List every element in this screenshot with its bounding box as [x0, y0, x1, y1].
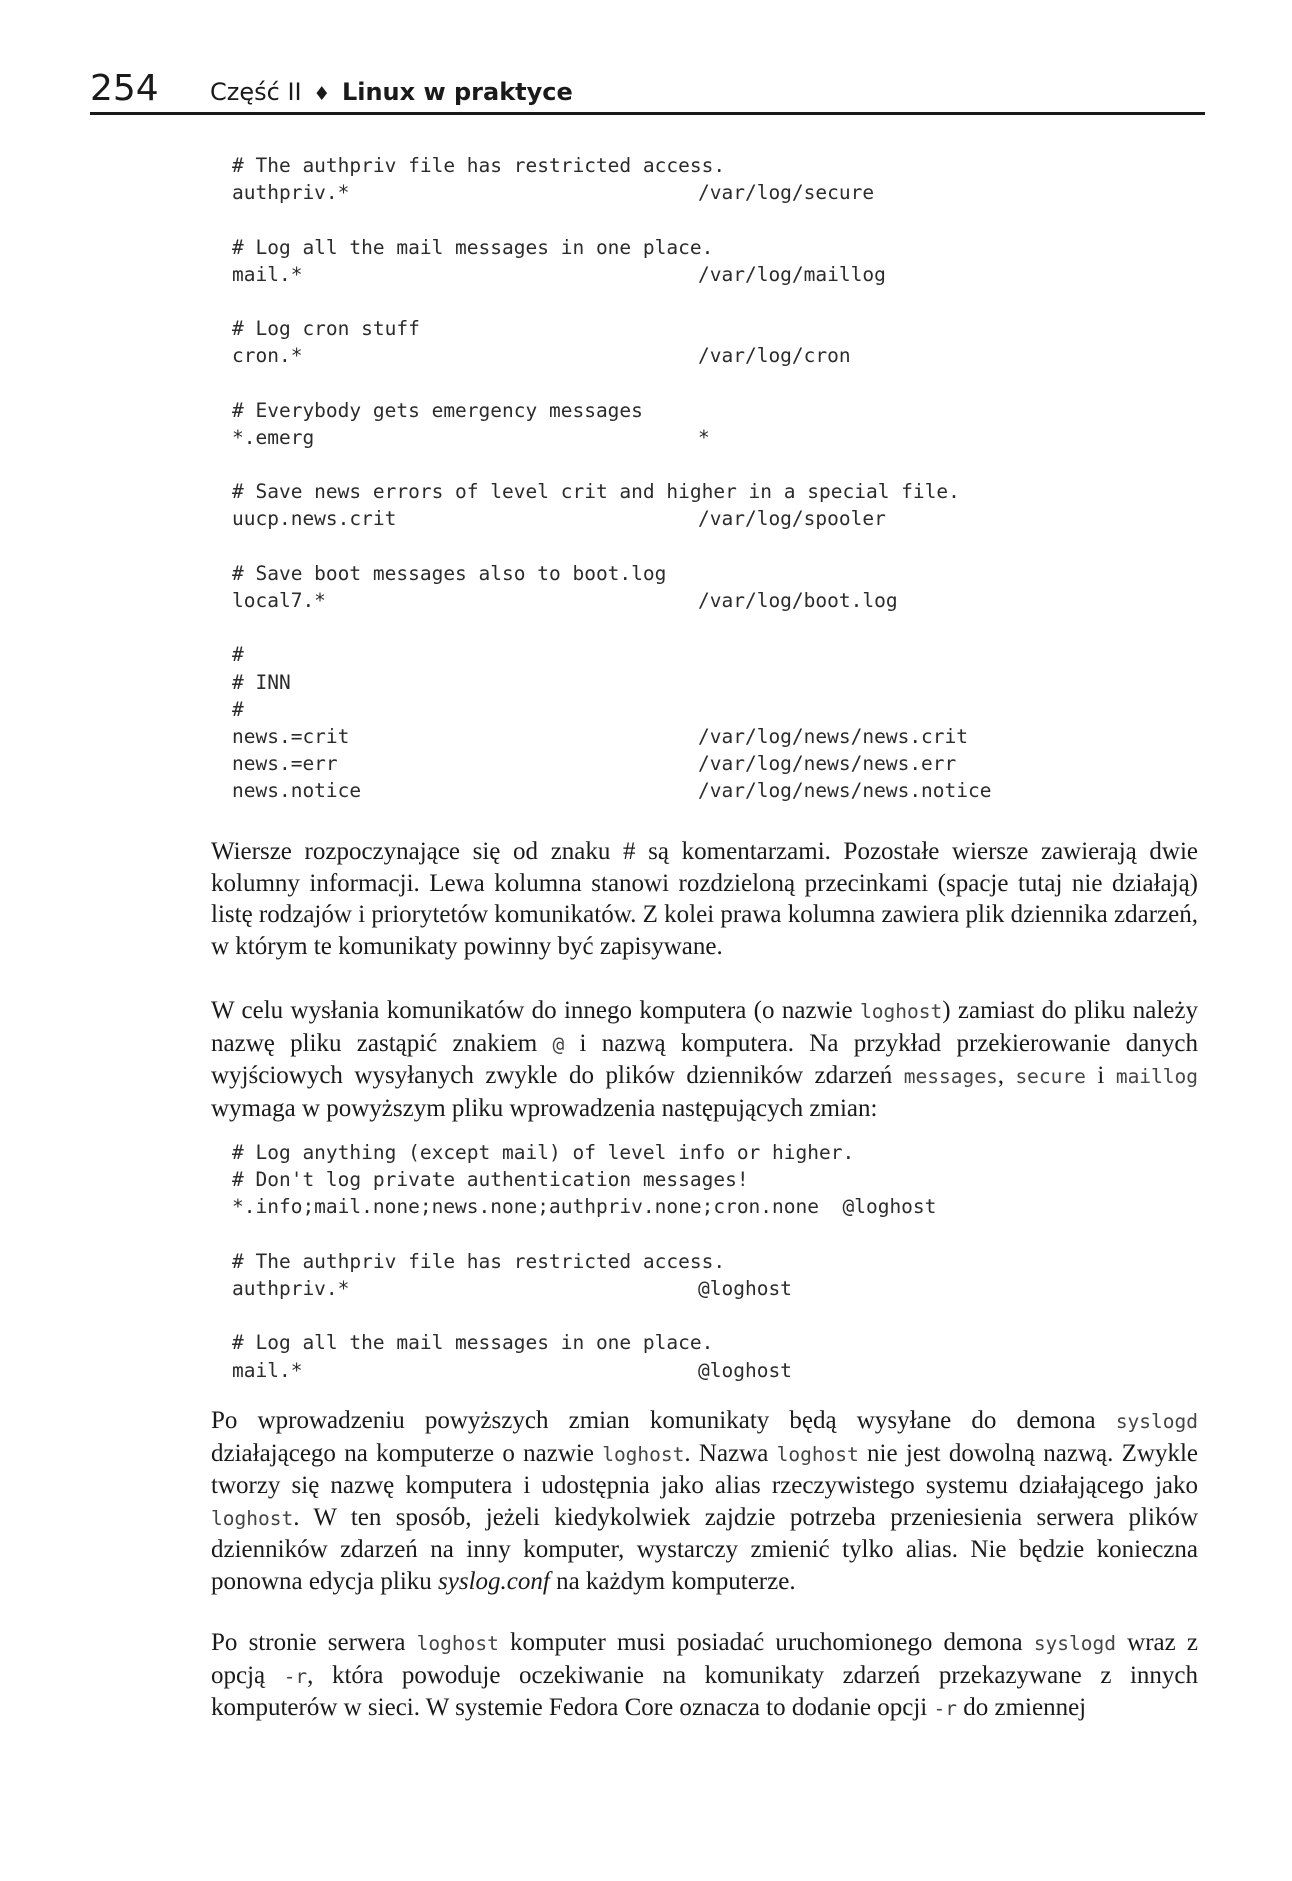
inline-code: syslogd	[1033, 1632, 1116, 1655]
code-block-syslog-conf	[232, 152, 992, 805]
text-run: W celu wysłania komunikatów do innego komputera (o nazwie	[211, 997, 861, 1024]
inline-code: -r	[933, 1697, 957, 1720]
code-selector: news.=err	[232, 752, 338, 776]
code-blank-line	[232, 206, 960, 233]
paragraph-comments	[211, 836, 1198, 962]
code-selector: #	[232, 697, 244, 721]
part-label: Część II	[210, 78, 302, 106]
code-blank-line	[232, 451, 960, 478]
code-selector: mail.*	[232, 1358, 303, 1382]
code-selector: # The authpriv file has restricted access.	[232, 1249, 726, 1273]
code-selector: uucp.news.crit	[232, 507, 397, 531]
code-line	[232, 1248, 936, 1275]
code-action: /var/log/news/news.notice	[698, 779, 992, 803]
running-head	[210, 78, 573, 106]
inline-code: loghost	[776, 1442, 859, 1466]
text-run: Wiersze rozpoczynające się od znaku # są komentarzami. Pozostałe wiersze zawierają dwie kolumny informacji. Lewa kolumna stanowi rozdzieloną przecinkami (spacje tutaj nie działają) listę rodzajów i priorytetów komunikatów. Z kolei prawa kolumna zawiera plik dziennika zdarzeń, w którym te komunikaty powinny być zapisywane.	[211, 838, 1198, 960]
code-action: /var/log/news/news.crit	[698, 724, 969, 748]
code-action: /var/log/spooler	[698, 507, 886, 531]
code-action: /var/log/news/news.err	[698, 752, 957, 776]
code-action: @loghost	[698, 1358, 792, 1382]
inline-code: maillog	[1115, 1065, 1199, 1088]
code-line	[232, 696, 960, 723]
inline-code: loghost	[416, 1632, 499, 1655]
inline-code: @	[552, 1032, 565, 1056]
code-action: /var/log/maillog	[698, 262, 886, 286]
code-block-loghost	[232, 1139, 936, 1384]
code-selector: news.=crit	[232, 724, 350, 748]
code-selector: # Save boot messages also to boot.log	[232, 561, 667, 585]
code-line	[232, 587, 960, 614]
code-selector: # The authpriv file has restricted access.	[232, 154, 726, 177]
code-selector: *.emerg	[232, 425, 315, 449]
code-blank-line	[232, 1302, 936, 1329]
code-action: *	[698, 425, 710, 449]
text-run: Po stronie serwera	[211, 1629, 417, 1656]
page-number: 254	[90, 68, 159, 109]
code-selector: news.notice	[232, 779, 362, 803]
code-line	[232, 261, 960, 288]
code-selector: # Don't log private authentication messages!	[232, 1168, 749, 1192]
text-run: Po wprowadzeniu powyższych zmian komunikaty będą wysyłane do demona	[211, 1407, 1116, 1434]
code-line	[232, 1193, 936, 1220]
code-blank-line	[232, 533, 960, 560]
code-selector: # INN	[232, 670, 291, 694]
diamond-separator-icon: ♦	[313, 83, 331, 105]
code-line	[232, 669, 960, 696]
code-line	[232, 397, 960, 424]
inline-code: loghost	[602, 1442, 685, 1466]
code-selector: # Save news errors of level crit and higher in a special file.	[232, 480, 960, 504]
text-run: komputer musi posiadać uruchomionego demona	[498, 1629, 1034, 1656]
code-line	[232, 1139, 936, 1166]
text-run: i	[1085, 1062, 1116, 1089]
code-blank-line	[232, 614, 960, 641]
text-run: wraz z opcją	[211, 1629, 1199, 1689]
code-selector: authpriv.*	[232, 1276, 350, 1300]
code-blank-line	[232, 1221, 936, 1248]
code-line	[232, 152, 960, 179]
inline-code: secure	[1015, 1065, 1086, 1088]
code-blank-line	[232, 288, 960, 315]
code-line	[232, 478, 960, 505]
code-selector: *.info;mail.none;news.none;authpriv.none;cron.none @loghost	[232, 1195, 937, 1219]
code-action: /var/log/cron	[698, 344, 851, 368]
code-line	[232, 1166, 936, 1193]
code-selector: # Everybody gets emergency messages	[232, 398, 643, 422]
code-blank-line	[232, 370, 960, 397]
code-line	[232, 777, 992, 804]
text-run: na każdym komputerze.	[549, 1567, 796, 1595]
inline-code: loghost	[211, 1506, 294, 1530]
code-selector: authpriv.*	[232, 181, 350, 205]
paragraph-remote-logging	[211, 995, 1198, 1124]
inline-code: syslogd	[1115, 1410, 1198, 1433]
code-selector: cron.*	[232, 344, 303, 368]
text-run: ) zamiast do pliku należy nazwę pliku zastąpić znakiem	[211, 997, 1199, 1057]
code-selector: # Log all the mail messages in one place.	[232, 1331, 714, 1355]
code-selector: # Log anything (except mail) of level info or higher.	[232, 1141, 855, 1164]
code-line	[232, 1357, 936, 1384]
code-line	[232, 505, 960, 532]
code-line	[232, 342, 960, 369]
code-selector: # Log all the mail messages in one place.	[232, 235, 714, 259]
chapter-title: Linux w praktyce	[341, 78, 573, 106]
code-line	[232, 179, 960, 206]
text-run: ,	[997, 1062, 1016, 1089]
code-action: /var/log/secure	[698, 181, 875, 205]
code-selector: local7.*	[232, 589, 326, 612]
code-line	[232, 1329, 936, 1356]
text-run: , która powoduje oczekiwanie na komunikaty zdarzeń przekazywane z innych komputerów w sieci. W systemie Fedora Core oznacza to dodanie opcji	[211, 1661, 1198, 1721]
code-line	[232, 723, 969, 750]
text-run: wymaga w powyższym pliku wprowadzenia następujących zmian:	[211, 1094, 878, 1122]
inline-code: messages	[903, 1065, 998, 1088]
code-selector: # Log cron stuff	[232, 317, 420, 341]
text-run: nie jest dowolną nazwą. Zwykle tworzy się nazwę komputera i udostępnia jako alias rzeczywistego systemu działającego jako	[211, 1439, 1198, 1499]
code-selector: #	[232, 643, 244, 667]
text-run: do zmiennej	[956, 1694, 1087, 1721]
paragraph-server-side	[211, 1627, 1198, 1725]
text-run: i nazwą komputera. Na przykład przekierowanie danych wyjściowych wysyłanych zwykle do plików dzienników zdarzeń	[211, 1029, 1198, 1089]
paragraph-syslogd-loghost	[211, 1405, 1198, 1597]
code-action: /var/log/boot.log	[698, 589, 898, 612]
inline-code: -r	[283, 1664, 308, 1688]
code-line	[232, 750, 960, 777]
code-line	[232, 424, 960, 451]
code-action: @loghost	[698, 1276, 792, 1300]
code-line	[232, 560, 960, 587]
code-line	[232, 315, 960, 342]
inline-code: loghost	[860, 1000, 943, 1023]
header-rule	[90, 112, 1205, 115]
text-run: działającego na komputerze o nazwie	[211, 1439, 603, 1467]
text-run: . Nazwa	[684, 1439, 777, 1467]
inline-filename: syslog.conf	[438, 1567, 550, 1595]
code-selector: mail.*	[232, 262, 303, 286]
code-line	[232, 641, 960, 668]
text-run: . W ten sposób, jeżeli kiedykolwiek zajdzie potrzeba przeniesienia serwera plików dzienników zdarzeń na inny komputer, wystarczy zmienić tylko alias. Nie będzie konieczna ponowna edycja pliku	[211, 1503, 1198, 1595]
page-header	[90, 68, 1205, 118]
code-line	[232, 1275, 936, 1302]
code-line	[232, 234, 960, 261]
